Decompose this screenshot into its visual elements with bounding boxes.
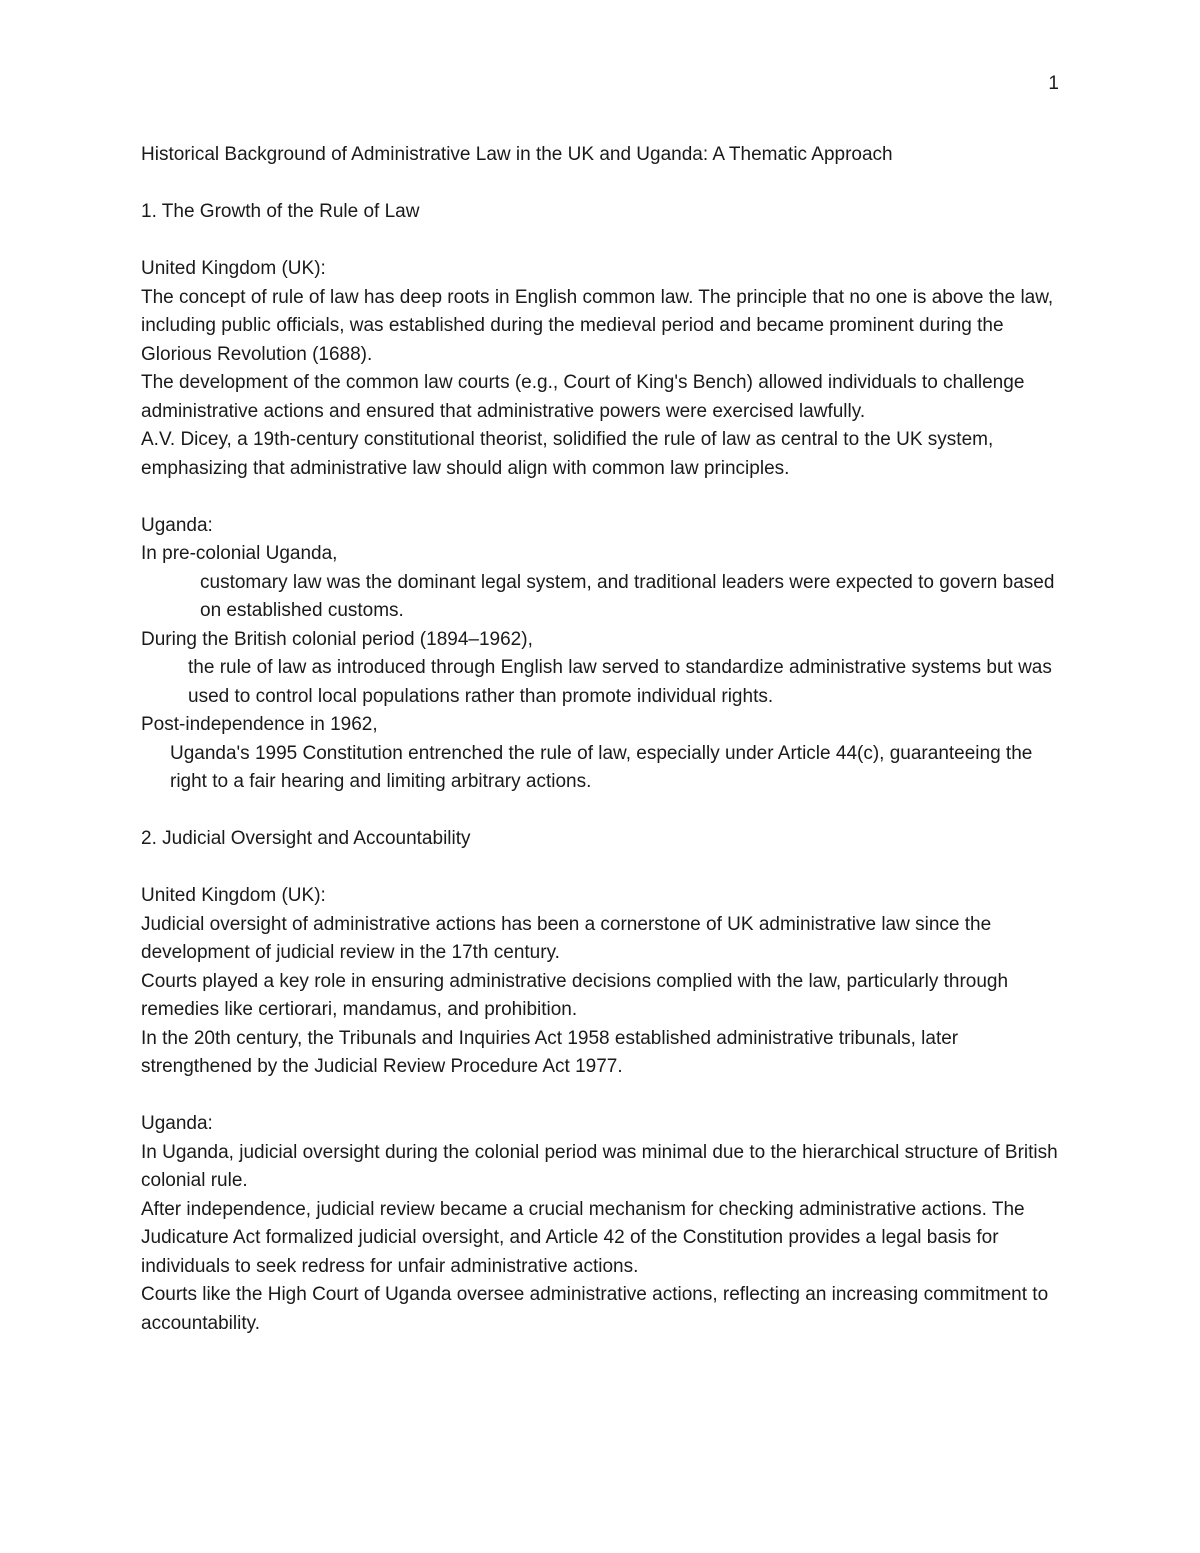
section-2-uganda-paragraph-3: Courts like the High Court of Uganda oversee administrative actions, reflecting an increasing commitment to accountability. (141, 1284, 1054, 1334)
section-1-uganda-line-2: During the British colonial period (1894–1962), (141, 628, 533, 650)
section-2-heading: 2. Judicial Oversight and Accountability (141, 828, 471, 849)
page-number: 1 (1048, 73, 1059, 94)
section-1-uganda-label: Uganda: (141, 514, 213, 536)
section-2-uk-label: United Kingdom (UK): (141, 885, 326, 906)
section-1-uganda-line-1-cont: customary law was the dominant legal system, and traditional leaders were expected to govern based on established customs. (200, 571, 1060, 621)
section-1-uk-paragraph-2: The development of the common law courts (e.g., Court of King's Bench) allowed individuals to challenge administrative actions and ensured that administrative powers were exercised lawfully. (141, 372, 1030, 422)
section-2-uk-paragraph-2: Courts played a key role in ensuring administrative decisions complied with the law, particularly through remedies like certiorari, mandamus, and prohibition. (141, 970, 1014, 1020)
section-2-uganda-label: Uganda: (141, 1113, 213, 1134)
section-1-uk-label: United Kingdom (UK): (141, 258, 326, 279)
section-1-uganda-line-1: In pre-colonial Uganda, (141, 543, 338, 564)
spacer (141, 1082, 1061, 1111)
spacer (141, 854, 1061, 883)
section-1-uk-paragraph-3: A.V. Dicey, a 19th-century constitutional theorist, solidified the rule of law as central to the UK system, emphasizing that administrative law should align with common law principles. (141, 429, 999, 479)
section-2-uganda-paragraph-2: After independence, judicial review became a crucial mechanism for checking administrative actions. The Judicature Act formalized judicial oversight, and Article 42 of the Constitution provides a legal basis for individuals to seek redress for unfair administrative actions. (141, 1198, 1030, 1277)
section-2-uk-paragraph-1: Judicial oversight of administrative actions has been a cornerstone of UK administrative law since the development of judicial review in the 17th century. (141, 913, 997, 963)
section-1-uk-paragraph-1: The concept of rule of law has deep roots in English common law. The principle that no one is above the law, including public officials, was established during the medieval period and became prominent during the Glorious Revolution (1688). (141, 286, 1059, 365)
document-title: Historical Background of Administrative Law in the UK and Uganda: A Thematic Approach (141, 144, 893, 165)
section-2-uganda-paragraph-1: In Uganda, judicial oversight during the colonial period was minimal due to the hierarchical structure of British colonial rule. (141, 1141, 1063, 1191)
section-1-uganda-line-3-cont: Uganda's 1995 Constitution entrenched the rule of law, especially under Article 44(c), guaranteeing the right to a fair hearing and limiting arbitrary actions. (170, 742, 1038, 792)
section-1-uganda-line-2-cont: the rule of law as introduced through English law served to standardize administrative systems but was used to control local populations rather than promote individual rights. (188, 657, 1058, 707)
document-body (141, 141, 1061, 1338)
spacer (141, 227, 1061, 256)
section-2-uk-paragraph-3: In the 20th century, the Tribunals and Inquiries Act 1958 established administrative tribunals, later strengthened by the Judicial Review Procedure Act 1977. (141, 1027, 964, 1077)
spacer (141, 483, 1061, 512)
spacer (141, 797, 1061, 826)
section-1-heading: 1. The Growth of the Rule of Law (141, 201, 420, 222)
spacer (141, 170, 1061, 199)
section-1-uganda-line-3: Post-independence in 1962, (141, 714, 378, 735)
